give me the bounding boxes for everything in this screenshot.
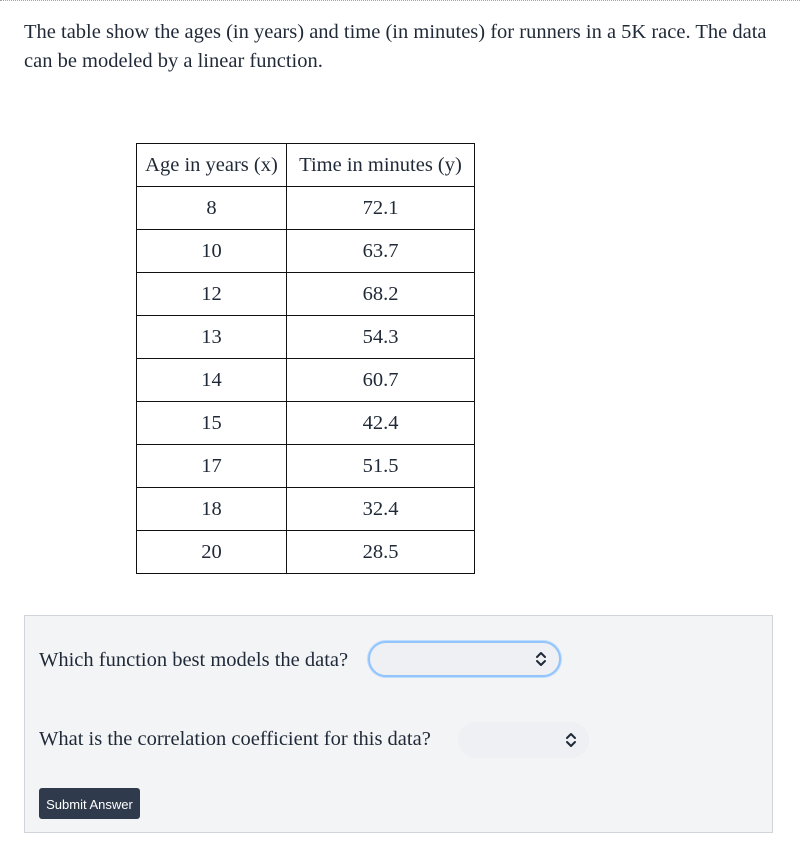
age-cell: 10 — [137, 230, 287, 273]
table-row — [137, 531, 475, 574]
time-cell: 51.5 — [287, 445, 475, 488]
age-cell: 18 — [137, 488, 287, 531]
top-divider — [0, 0, 800, 1]
column-header-age: Age in years (x) — [137, 144, 287, 187]
age-cell: 15 — [137, 402, 287, 445]
age-cell: 13 — [137, 316, 287, 359]
table-row — [137, 445, 475, 488]
table-row — [137, 187, 475, 230]
time-cell: 68.2 — [287, 273, 475, 316]
problem-prompt: The table show the ages (in years) and time (in minutes) for runners in a 5K race. The data can be modeled by a linear function. — [24, 21, 767, 72]
table-row — [137, 402, 475, 445]
table-row — [137, 230, 475, 273]
updown-chevron-icon — [535, 651, 547, 667]
table-row — [137, 316, 475, 359]
time-cell: 54.3 — [287, 316, 475, 359]
table-header-row — [137, 144, 475, 187]
time-cell: 63.7 — [287, 230, 475, 273]
question-panel — [24, 615, 773, 833]
table-row — [137, 488, 475, 531]
age-cell: 12 — [137, 273, 287, 316]
data-table — [136, 143, 475, 574]
time-cell: 32.4 — [287, 488, 475, 531]
submit-answer-button[interactable]: Submit Answer — [39, 788, 140, 819]
updown-chevron-icon — [565, 732, 577, 748]
table-row — [137, 273, 475, 316]
time-cell: 60.7 — [287, 359, 475, 402]
function-question-label: Which function best models the data? — [39, 649, 349, 671]
function-select[interactable] — [368, 641, 561, 677]
age-cell: 8 — [137, 187, 287, 230]
table-row — [137, 359, 475, 402]
age-cell: 14 — [137, 359, 287, 402]
correlation-question-label: What is the correlation coefficient for this data? — [39, 728, 431, 750]
correlation-select[interactable] — [458, 722, 589, 758]
age-cell: 17 — [137, 445, 287, 488]
time-cell: 72.1 — [287, 187, 475, 230]
time-cell: 42.4 — [287, 402, 475, 445]
age-cell: 20 — [137, 531, 287, 574]
time-cell: 28.5 — [287, 531, 475, 574]
column-header-time: Time in minutes (y) — [287, 144, 475, 187]
